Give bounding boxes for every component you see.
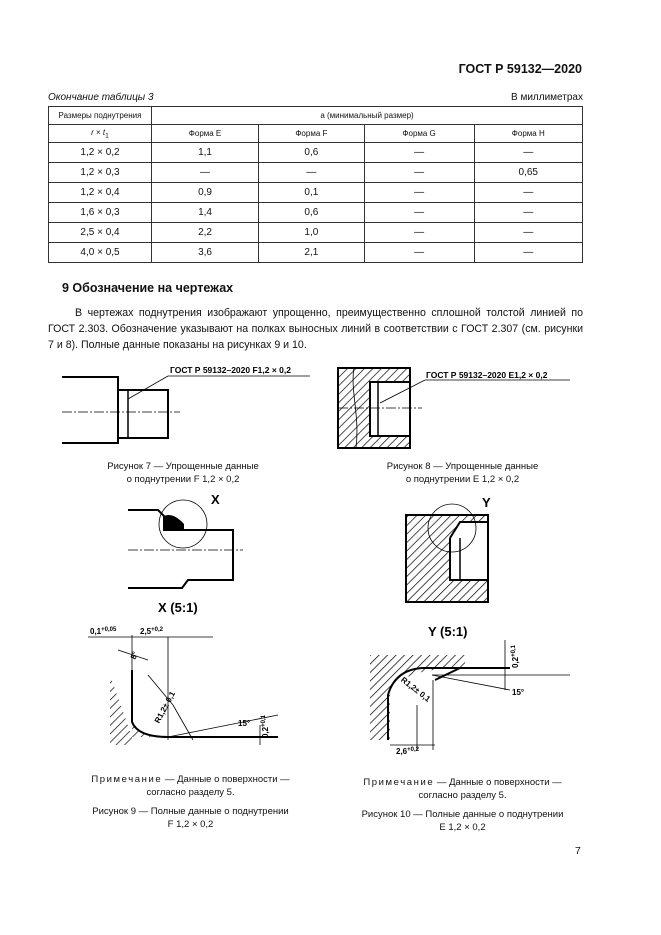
fig10-angle: 15° [512,688,525,697]
cell-value: — [364,143,474,163]
fig9-angle: 15° [238,719,251,728]
table-header-row [49,107,583,125]
figure-9-marker: X [211,492,220,507]
table-row [49,143,583,163]
fig9-angle-top: 8° [128,650,140,661]
cell-size: 1,2 × 0,3 [49,163,152,183]
col-form-h: Форма H [474,125,582,143]
cell-value: 2,2 [152,223,259,243]
figure-8-label: ГОСТ Р 59132–2020 E1,2 × 0,2 [426,370,548,380]
document-code: ГОСТ Р 59132—2020 [458,62,582,76]
col-form-g: Форма G [364,125,474,143]
figure-7-label: ГОСТ Р 59132–2020 F1,2 × 0,2 [170,365,291,375]
cell-size: 4,0 × 0,5 [49,243,152,263]
cell-value: 0,1 [259,183,365,203]
table-row [49,203,583,223]
section-title: 9 Обозначение на чертежах [62,281,234,295]
cell-value: 0,9 [152,183,259,203]
figure-10-caption: Рисунок 10 — Полные данные о поднутрении E 1,2 × 0,2 [361,809,564,833]
undercut-table [48,106,583,263]
table-row [49,163,583,183]
fig10-dim-d: $2,6^{+0,2}$ [396,747,419,756]
cell-value: — [364,203,474,223]
cell-value: 1,0 [259,223,365,243]
figure-7-drawing [48,360,318,455]
cell-value: 0,6 [259,143,365,163]
fig9-radius: R1,2± 0,1 [152,689,178,725]
col-form-f: Форма F [259,125,365,143]
figure-8-caption: Рисунок 8 — Упрощенные данные о поднутрении E 1,2 × 0,2 [386,461,539,485]
figure-7-caption: Рисунок 7 — Упрощенные данные о поднутрении F 1,2 × 0,2 [107,461,259,485]
figure-9-drawing [48,490,333,750]
cell-size: 1,2 × 0,2 [49,143,152,163]
col-group-header: a (минимальный размер) [152,107,583,125]
cell-value: — [474,203,582,223]
col-size-header: Размеры поднутрения [49,107,152,125]
cell-size: 1,6 × 0,3 [49,203,152,223]
figure-9-view-label: X (5:1) [158,600,198,615]
page-number: 7 [575,845,581,857]
figure-10-view-label: Y (5:1) [428,624,468,639]
table-row [49,243,583,263]
figure-10-marker: Y [482,495,491,510]
col-form-e: Форма E [152,125,259,143]
table-units: В миллиметрах [511,92,583,103]
table-caption: Окончание таблицы 3 [48,92,154,103]
section-paragraph: В чертежах поднутрения изображают упрощенно, преимущественно сплошной толстой линией по ГОСТ 2.303. Обозначение указывают на полках выносных линий в соответствии с ГОСТ 2.307 (см. рисунки 7 и 8). Полные данные показаны на рисунках 9 и 10. [48,307,583,351]
cell-value: — [364,223,474,243]
cell-size: 1,2 × 0,4 [49,183,152,203]
cell-value: — [364,163,474,183]
col-size-subheader: $r \times t_1$ [49,125,152,143]
cell-value: — [364,243,474,263]
fig10-dim-c: $0,2^{+0,1}$ [511,645,520,668]
table-row [49,183,583,203]
cell-value: 0,6 [259,203,365,223]
cell-value: 0,65 [474,163,582,183]
cell-size: 2,5 × 0,4 [49,223,152,243]
cell-value: — [474,183,582,203]
cell-value: — [474,223,582,243]
cell-value: 1,4 [152,203,259,223]
figure-9-caption: Рисунок 9 — Полные данные о поднутрении F 1,2 × 0,2 [92,806,289,830]
cell-value: 2,1 [259,243,365,263]
fig9-dim-b: $2,5^{+0,2}$ [140,627,163,636]
figure-10-drawing [340,490,590,760]
cell-value: 1,1 [152,143,259,163]
cell-value: — [259,163,365,183]
fig9-dim-c: $0,2^{+0,1}$ [261,715,270,738]
fig9-dim-a: $0,1^{+0,05}$ [90,627,117,636]
cell-value: — [152,163,259,183]
cell-value: 3,6 [152,243,259,263]
cell-value: — [364,183,474,203]
cell-value: — [474,143,582,163]
table-subheader-row [49,125,583,143]
figure-9-note: Примечание — Данные о поверхности — согласно разделу 5. [91,774,290,798]
fig10-radius: R1,2± 0,1 [399,675,433,704]
table-row [49,223,583,243]
cell-value: — [474,243,582,263]
figure-8-drawing [330,360,590,455]
figure-10-note: Примечание — Данные о поверхности — согласно разделу 5. [363,777,562,801]
